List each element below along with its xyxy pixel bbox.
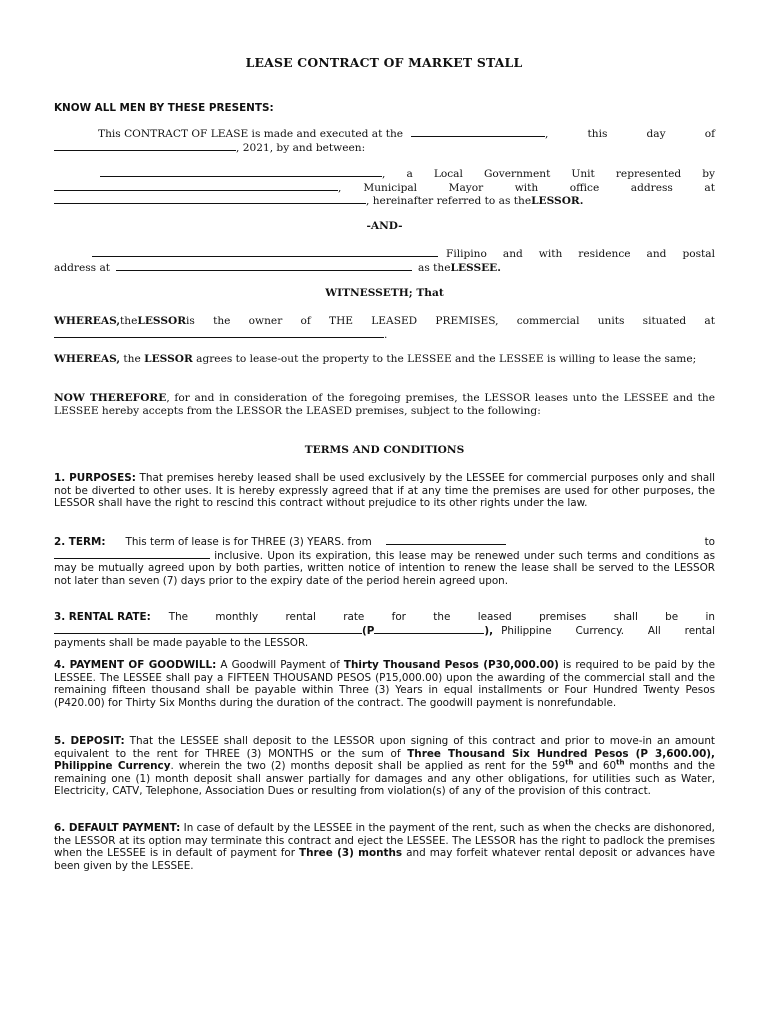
lessee-paragraph	[54, 247, 715, 274]
intro-line1-text: This CONTRACT OF LEASE is made and executed at the	[98, 128, 404, 140]
term-clause	[54, 535, 715, 587]
deposit-text-c: and 60	[573, 760, 617, 773]
lessee-label: LESSEE.	[450, 261, 501, 274]
goodwill-lead: 4. PAYMENT OF GOODWILL:	[54, 659, 217, 671]
rental-peso-open: (P	[362, 624, 375, 637]
intro-line1-end: , this day of	[545, 128, 715, 140]
word-mayor: Mayor	[448, 181, 484, 194]
rental-peso-close: ),	[484, 624, 494, 637]
lessee-address-label: address at	[54, 261, 111, 274]
rental-text-d: Philippine Currency. All rental	[501, 624, 715, 637]
terms-heading: TERMS AND CONDITIONS	[304, 444, 465, 456]
term-lead: 2. TERM:	[54, 536, 106, 548]
default-months: Three (3) months	[299, 847, 403, 860]
whereas-1-lessor: LESSOR	[137, 315, 187, 327]
whereas-1-text-b: is the owner of THE LEASED PREMISES, commercial units situated at	[186, 315, 715, 327]
lessee-line2-text: as the	[418, 261, 451, 274]
know-all-heading: KNOW ALL MEN BY THESE PRESENTS:	[54, 102, 274, 114]
purposes-text: That premises hereby leased shall be used exclusively by the LESSEE for commercial purposes only and shall not be diverted to other uses. It is hereby expressly agreed that if at any time the premises are used for other purposes, the LESSOR shall have the right to rescind this contract without prejudice to its other rights under the law.	[54, 472, 715, 510]
whereas-2-lessor: LESSOR	[144, 353, 193, 365]
word-office: office	[569, 181, 600, 194]
lessor-line1-text: , a Local Government Unit represented by	[382, 168, 715, 180]
word-address: address	[630, 181, 673, 194]
office-address-blank	[54, 194, 366, 204]
whereas-1-end: .	[384, 328, 388, 341]
goodwill-clause	[54, 659, 715, 709]
word-municipal: Municipal	[363, 181, 418, 194]
term-text-a: This term of lease is for THREE (3) YEARS. from	[125, 536, 372, 548]
mayor-name-blank	[54, 181, 338, 191]
term-start-blank	[386, 535, 506, 545]
deposit-amount: Three Thousand Six Hundred Pesos (P 3,600.00), Philippine Currency	[54, 747, 716, 773]
purposes-clause	[54, 472, 715, 510]
lessor-line2-words	[341, 182, 715, 195]
deposit-lead: 5. DEPOSIT:	[54, 735, 125, 747]
lessor-line3-text: , hereinafter referred to as the	[366, 195, 532, 208]
deposit-text-d: months and the remaining one (1) month deposit shall answer partially for damages and any other obligations, for utilities such as Water, Electricity, CATV, Telephone, Association Dues or resulting from violation(s) of any of the provision of this contract.	[54, 760, 715, 798]
term-end-blank	[54, 549, 210, 559]
intro-paragraph	[54, 127, 715, 154]
rental-text-a: The monthly rental rate for the leased premises shall be in	[168, 611, 715, 623]
deposit-sup-2: th	[616, 758, 625, 767]
whereas-1-paragraph	[54, 315, 715, 341]
default-text-b: and may forfeit whatever rental deposit or advances have been given by the LESSEE.	[54, 847, 716, 872]
goodwill-text-a: A Goodwill Payment of	[216, 659, 344, 671]
term-text-c: inclusive. Upon its expiration, this lease may be renewed under such terms and conditions as may be mutually agreed upon by both parties, written notice of intention to renew the lease shall be served to the LESSOR not later than seven (7) days prior to the expiry date of the period herein agreed upon.	[54, 549, 715, 587]
goodwill-amount: Thirty Thousand Pesos (P30,000.00)	[343, 659, 559, 671]
rental-clause	[54, 611, 715, 650]
lessee-line1-text: Filipino and with residence and postal	[446, 248, 715, 260]
rental-lead: 3. RENTAL RATE:	[54, 611, 151, 623]
and-separator: -AND-	[366, 220, 403, 232]
whereas-2-text-a: the	[120, 353, 145, 365]
deposit-clause	[54, 735, 715, 798]
lessor-line2-comma: ,	[338, 181, 342, 194]
witnesseth-heading: WITNESSETH; That	[325, 287, 444, 299]
default-text-a: In case of default by the LESSEE in the payment of the rent, such as when the checks are dishonored, the LESSOR at its option may terminate this contract and eject the LESSEE. The LESSOR has the right to padlock the premises when the LESSEE is in default of payment for	[54, 822, 715, 860]
whereas-1-text-a: the	[120, 315, 138, 327]
term-text-b: to	[704, 536, 715, 548]
purposes-lead: 1. PURPOSES:	[54, 472, 136, 484]
day-blank	[54, 141, 236, 151]
goodwill-text-b: is required to be paid by the LESSEE. The LESSEE shall pay a FIFTEEN THOUSAND PESOS (P15,000.00) upon the awarding of the commercial stall and the remaining fifteen thousand shall be payable within Three (3) Years in equal installments or Four Hundred Twenty Pesos (P420.00) for Thirty Six Months during the duration of the contract. The goodwill payment is nonrefundable.	[54, 659, 715, 709]
whereas-2-paragraph	[54, 353, 715, 366]
now-therefore-text: , for and in consideration of the foregoing premises, the LESSOR leases unto the LESSEE and the LESSEE hereby accepts from the LESSOR the LEASED premises, subject to the following:	[54, 392, 715, 417]
lessee-name-blank	[92, 247, 438, 257]
deposit-text-b: . wherein the two (2) months deposit shall be applied as rent for the 59	[170, 760, 566, 773]
lgu-name-blank	[100, 167, 382, 177]
lessor-paragraph	[54, 167, 715, 208]
intro-line2-text: , 2021, by and between:	[236, 141, 366, 154]
now-therefore-lead: NOW THEREFORE	[54, 392, 167, 404]
rental-text-e: payments shall be made payable to the LESSOR.	[54, 637, 309, 650]
lessee-address-blank	[116, 261, 412, 271]
deposit-text-a: That the LESSEE shall deposit to the LESSOR upon signing of this contract and prior to move-in an amount equivalent to the rent for THREE (3) MONTHS or the sum of	[54, 735, 715, 760]
now-therefore-paragraph	[54, 392, 715, 417]
deposit-sup-1: th	[565, 758, 574, 767]
rental-amount-blank	[374, 624, 484, 634]
rental-words-blank	[54, 624, 362, 634]
word-with: with	[514, 181, 539, 194]
whereas-2-lead: WHEREAS,	[54, 353, 121, 365]
document-title: LEASE CONTRACT OF MARKET STALL	[245, 55, 523, 70]
whereas-2-text-b: agrees to lease-out the property to the LESSEE and the LESSEE is willing to lease the same;	[192, 353, 697, 365]
word-at: at	[704, 181, 715, 194]
default-payment-clause	[54, 822, 715, 872]
premises-location-blank	[54, 328, 384, 338]
whereas-1-lead: WHEREAS,	[54, 315, 121, 327]
place-blank	[411, 127, 545, 137]
lessor-label: LESSOR.	[531, 195, 584, 208]
default-lead: 6. DEFAULT PAYMENT:	[54, 822, 181, 834]
